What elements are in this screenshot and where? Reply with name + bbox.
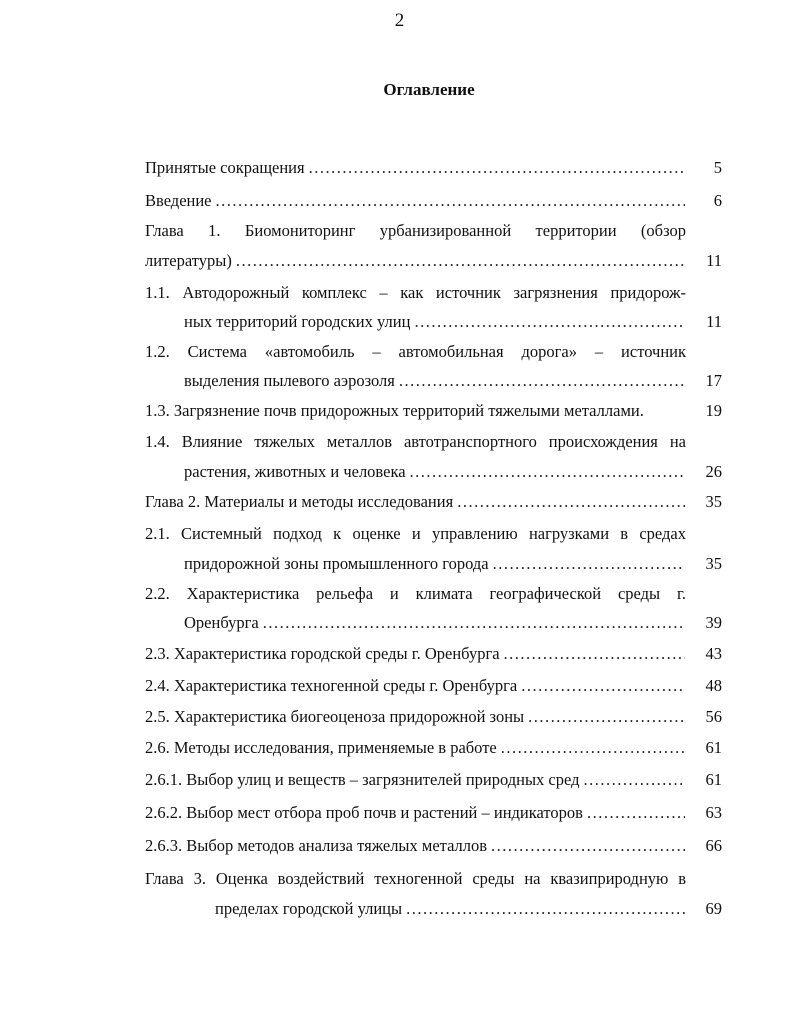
toc-entry-continuation[interactable]: [184, 371, 685, 391]
toc-entry-text: 2.6.3. Выбор методов анализа тяжелых металлов: [145, 836, 488, 855]
toc-entry[interactable]: [145, 738, 685, 758]
toc-page-number: 26: [705, 462, 722, 481]
toc-page-number: 48: [705, 676, 722, 695]
toc-page-number: 69: [705, 899, 722, 918]
toc-entry[interactable]: [145, 158, 685, 178]
toc-page-number: 11: [706, 251, 722, 270]
toc-page-number: 63: [705, 803, 722, 822]
toc-entry-text: придорожной зоны промышленного города: [184, 554, 489, 573]
toc-entry[interactable]: 1.3. Загрязнение почв придорожных территорий тяжелыми металлами.: [145, 401, 644, 420]
toc-entry-text: 2.3. Характеристика городской среды г. Оренбурга: [145, 644, 500, 663]
toc-entry[interactable]: [145, 836, 685, 856]
toc-entry-text: 2.4. Характеристика техногенной среды г. Оренбурга: [145, 676, 518, 695]
toc-page-number: 6: [713, 191, 722, 210]
toc-entry-text: Принятые сокращения: [145, 158, 305, 177]
toc-entry-text: 2.6.2. Выбор мест отбора проб почв и растений – индикаторов: [145, 803, 583, 822]
toc-entry-continuation[interactable]: [145, 251, 685, 271]
toc-entry[interactable]: [145, 803, 685, 823]
toc-page-number: 61: [705, 770, 722, 789]
toc-entry[interactable]: [145, 676, 685, 696]
toc-entry[interactable]: Глава 1. Биомониторинг урбанизированной территории (обзор: [145, 221, 686, 240]
toc-entry[interactable]: 2.1. Системный подход к оценке и управлению нагрузками в средах: [145, 524, 686, 543]
toc-entry-text: пределах городской улицы: [215, 899, 403, 918]
toc-entry[interactable]: 1.4. Влияние тяжелых металлов автотранспортного происхождения на: [145, 432, 686, 451]
toc-page-number: 35: [705, 554, 722, 573]
toc-entry[interactable]: [145, 644, 685, 664]
toc-entry-text: Глава 2. Материалы и методы исследования: [145, 492, 454, 511]
toc-page-number: 17: [705, 371, 722, 390]
toc-entry-continuation[interactable]: [184, 462, 685, 482]
toc-entry-continuation[interactable]: [184, 312, 685, 332]
toc-page-number: 5: [713, 158, 722, 177]
toc-page-number: 11: [706, 312, 722, 331]
toc-page-number: 56: [705, 707, 722, 726]
toc-page-number: 43: [705, 644, 722, 663]
toc-entry-continuation[interactable]: [215, 899, 685, 919]
toc-page-number: 19: [705, 401, 722, 420]
toc-entry[interactable]: 1.1. Автодорожный комплекс – как источник загрязнения придорож-: [145, 283, 686, 302]
toc-entry-continuation[interactable]: [184, 554, 685, 574]
toc-entry-text: Оренбурга: [184, 613, 259, 632]
toc-entry-text: 2.6.1. Выбор улиц и веществ – загрязнителей природных сред: [145, 770, 580, 789]
toc-page-number: 39: [705, 613, 722, 632]
toc-title: Оглавление: [383, 80, 475, 99]
toc-entry-text: Введение: [145, 191, 212, 210]
toc-entry-text: растения, животных и человека: [184, 462, 406, 481]
toc-entry[interactable]: Глава 3. Оценка воздействий техногенной среды на квазиприродную в: [145, 869, 686, 888]
toc-entry[interactable]: [145, 492, 685, 512]
toc-entry[interactable]: 2.2. Характеристика рельефа и климата географической среды г.: [145, 584, 686, 603]
toc-page-number: 66: [705, 836, 722, 855]
toc-entry[interactable]: [145, 770, 685, 790]
toc-page-number: 35: [705, 492, 722, 511]
toc-entry[interactable]: [145, 707, 685, 727]
toc-entry[interactable]: [145, 191, 685, 211]
page-number: 2: [394, 10, 405, 31]
toc-entry-text: выделения пылевого аэрозоля: [184, 371, 395, 390]
toc-entry-text: 2.5. Характеристика биогеоценоза придорожной зоны: [145, 707, 525, 726]
toc-page-number: 61: [705, 738, 722, 757]
toc-entry-text: 2.6. Методы исследования, применяемые в работе: [145, 738, 497, 757]
toc-entry-text: литературы): [145, 251, 232, 270]
toc-entry-text: ных территорий городских улиц: [184, 312, 411, 331]
toc-entry-continuation[interactable]: [184, 613, 685, 633]
toc-entry[interactable]: 1.2. Система «автомобиль – автомобильная дорога» – источник: [145, 342, 686, 361]
